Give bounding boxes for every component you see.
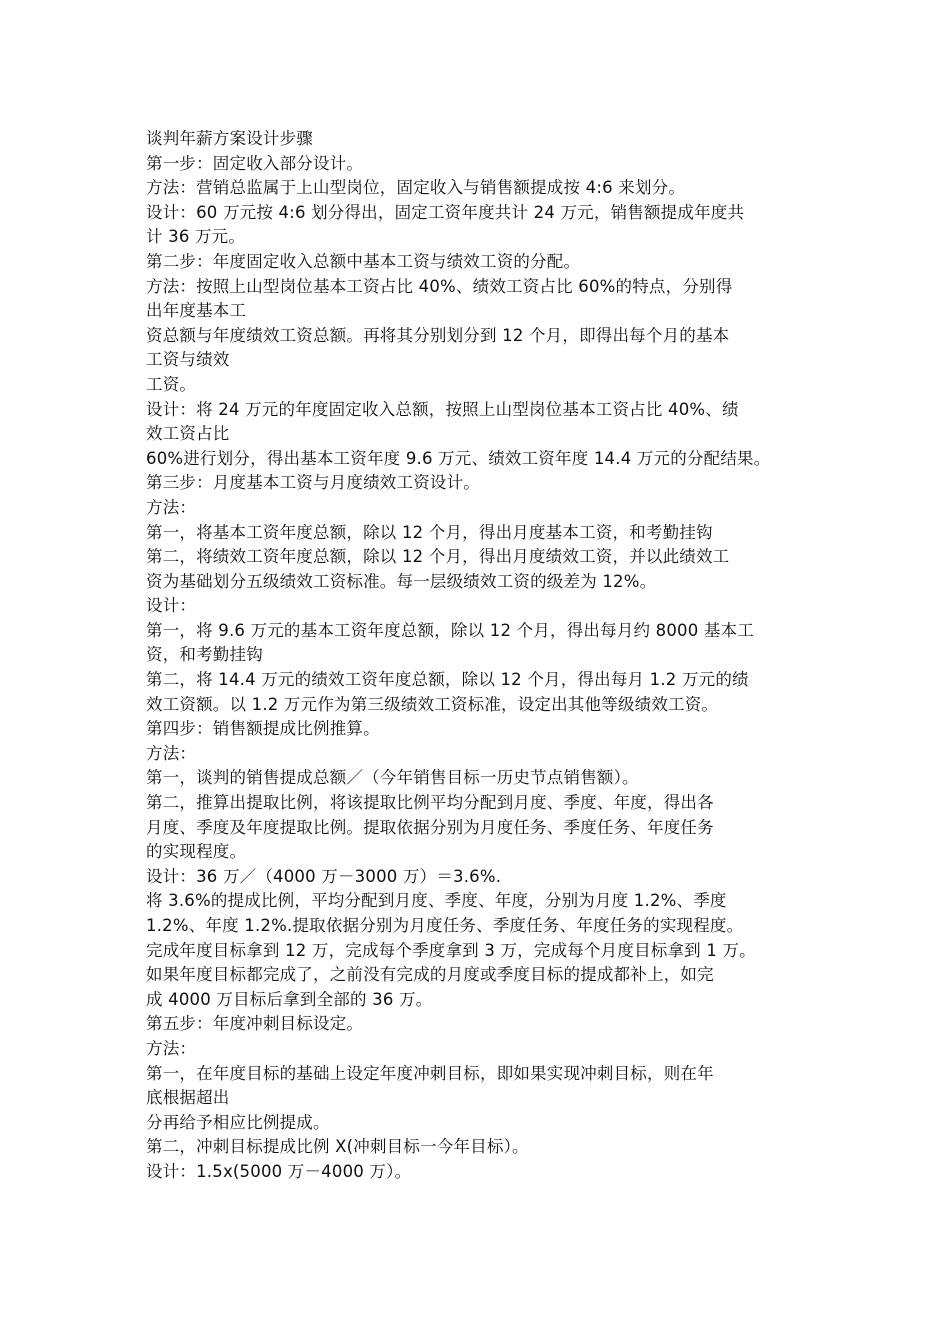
text-line: 完成年度目标拿到 12 万，完成每个季度拿到 3 万，完成每个月度目标拿到 1 万。 (146, 940, 756, 960)
step-3-heading: 第三步：月度基本工资与月度绩效工资设计。 (146, 473, 480, 493)
text-line: 出年度基本工 (146, 301, 247, 321)
text-line: 设计：60 万元按 4:6 划分得出，固定工资年度共计 24 万元，销售额提成年度共 (146, 202, 745, 222)
text-line: 如果年度目标都完成了，之前没有完成的月度或季度目标的提成都补上，如完 (146, 965, 714, 985)
text-line: 底根据超出 (146, 1088, 230, 1108)
document-title: 谈判年薪方案设计步骤 (146, 129, 313, 148)
text-line: 工资与绩效 (146, 350, 230, 370)
step-4-heading: 第四步：销售额提成比例推算。 (146, 719, 380, 739)
text-line: 方法：按照上山型岗位基本工资占比 40%、绩效工资占比 60%的特点，分别得 (146, 276, 733, 296)
text-line: 工资。 (146, 374, 197, 394)
text-line: 1.2%、年度 1.2%.提取依据分别为月度任务、季度任务、年度任务的实现程度。 (146, 916, 744, 935)
text-line: 方法： (146, 743, 197, 763)
text-line: 资为基础划分五级绩效工资标准。每一层级绩效工资的级差为 12%。 (146, 571, 657, 591)
step-2-heading: 第二步：年度固定收入总额中基本工资与绩效工资的分配。 (146, 251, 581, 271)
text-line: 设计：将 24 万元的年度固定收入总额，按照上山型岗位基本工资占比 40%、绩 (146, 399, 739, 419)
text-line: 第二，冲刺目标提成比例 X(冲刺目标一今年目标）。 (146, 1137, 529, 1157)
document-body (146, 127, 826, 1185)
text-line: 第一，谈判的销售提成总额／（今年销售目标一历史节点销售额）。 (146, 768, 639, 788)
text-line: 第二，将 14.4 万元的绩效工资年度总额，除以 12 个月，得出每月 1.2 万元的绩 (146, 670, 749, 690)
text-line: 第一，在年度目标的基础上设定年度冲刺目标，即如果实现冲刺目标，则在年 (146, 1063, 714, 1083)
text-line: 资总额与年度绩效工资总额。再将其分别划分到 12 个月，即得出每个月的基本 (146, 325, 730, 345)
step-1-heading: 第一步：固定收入部分设计。 (146, 153, 364, 173)
text-line: 分再给予相应比例提成。 (146, 1112, 330, 1132)
text-line: 效工资额。以 1.2 万元作为第三级绩效工资标准，设定出其他等级绩效工资。 (146, 694, 719, 714)
text-line: 设计：36 万／（4000 万－3000 万）＝3.6%. (146, 866, 502, 886)
text-line: 第二，将绩效工资年度总额，除以 12 个月，得出月度绩效工资，并以此绩效工 (146, 547, 730, 567)
text-line: 设计： (146, 596, 197, 616)
text-line: 设计：1.5x(5000 万－4000 万）。 (146, 1161, 412, 1181)
step-5-heading: 第五步：年度冲刺目标设定。 (146, 1014, 364, 1034)
text-line: 方法：营销总监属于上山型岗位，固定收入与销售额提成按 4:6 来划分。 (146, 178, 686, 198)
text-line: 计 36 万元。 (146, 227, 246, 247)
text-line: 第一，将基本工资年度总额，除以 12 个月，得出月度基本工资，和考勤挂钩 (146, 522, 713, 542)
text-line: 将 3.6%的提成比例，平均分配到月度、季度、年度，分别为月度 1.2%、季度 (146, 891, 727, 911)
text-line: 资，和考勤挂钩 (146, 645, 263, 665)
text-line: 方法： (146, 1038, 197, 1058)
text-line: 方法： (146, 497, 197, 517)
text-line: 效工资占比 (146, 424, 230, 444)
text-line: 月度、季度及年度提取比例。提取依据分别为月度任务、季度任务、年度任务 (146, 817, 714, 837)
text-line: 的实现程度。 (146, 842, 247, 862)
text-line: 第一，将 9.6 万元的基本工资年度总额，除以 12 个月，得出每月约 8000 基本工 (146, 620, 754, 640)
text-line: 成 4000 万目标后拿到全部的 36 万。 (146, 989, 433, 1009)
text-line: 60%进行划分，得出基本工资年度 9.6 万元、绩效工资年度 14.4 万元的分配结果。 (146, 448, 771, 468)
text-line: 第二，推算出提取比例，将该提取比例平均分配到月度、季度、年度，得出各 (146, 793, 714, 813)
